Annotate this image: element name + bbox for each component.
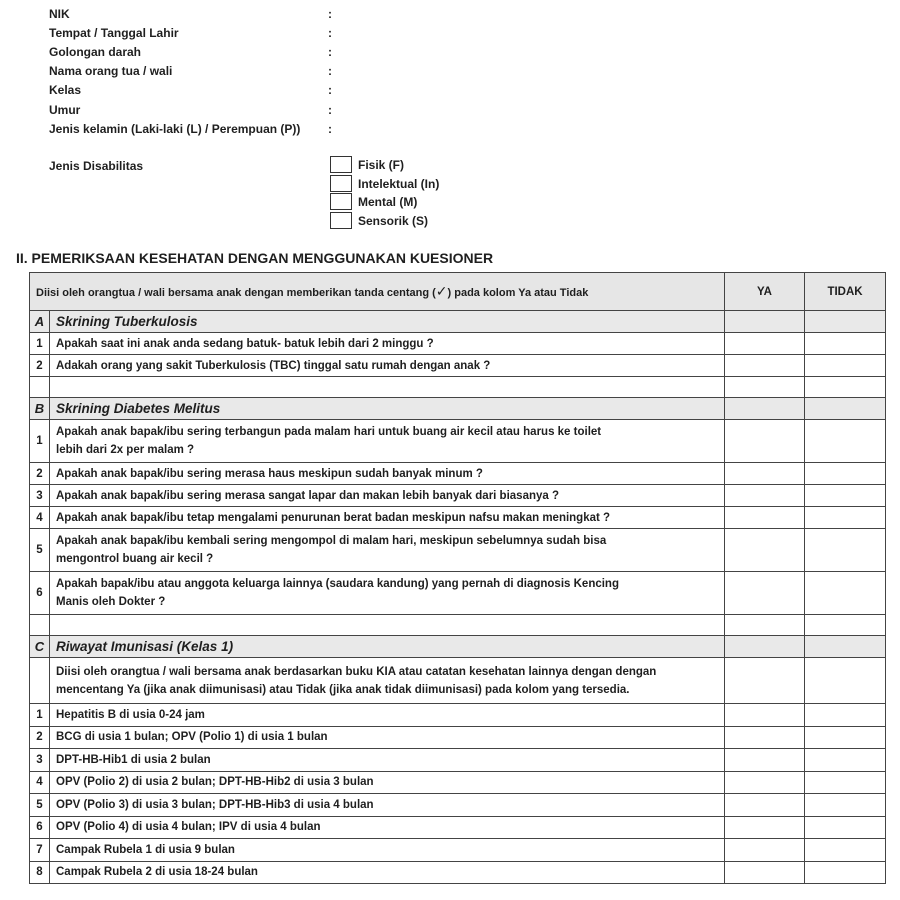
answer-ya-cell[interactable] xyxy=(725,704,805,727)
row-number: 5 xyxy=(30,529,50,572)
disability-label: Jenis Disabilitas xyxy=(49,159,144,173)
row-number: 5 xyxy=(30,794,50,817)
empty-cell xyxy=(805,658,886,704)
answer-tidak-cell[interactable] xyxy=(805,749,886,772)
answer-tidak-cell[interactable] xyxy=(805,861,886,884)
answer-tidak-cell[interactable] xyxy=(805,816,886,839)
empty-cell xyxy=(805,377,886,398)
row-number: 1 xyxy=(30,704,50,727)
row-number: 2 xyxy=(30,463,50,485)
checkbox-label: Intelektual (In) xyxy=(358,177,440,191)
table-row xyxy=(30,572,886,615)
question-line: Apakah anak bapak/ibu kembali sering mengompol di malam hari, meskipun sebelumnya sudah bisa xyxy=(56,535,607,547)
question-text: Apakah saat ini anak anda sedang batuk- batuk lebih dari 2 minggu ? xyxy=(50,333,725,355)
question-text: Apakah anak bapak/ibu sering merasa haus meskipun sudah banyak minum ? xyxy=(50,463,725,485)
table-row xyxy=(30,771,886,794)
answer-tidak-cell[interactable] xyxy=(805,333,886,355)
row-number: 7 xyxy=(30,839,50,862)
empty-cell xyxy=(725,377,805,398)
table-row xyxy=(30,420,886,463)
field-separator: : xyxy=(328,64,332,78)
empty-cell xyxy=(725,658,805,704)
empty-cell xyxy=(805,615,886,636)
immunization-text: BCG di usia 1 bulan; OPV (Polio 1) di usia 1 bulan xyxy=(50,726,725,749)
section-letter: B xyxy=(30,398,50,420)
empty-cell xyxy=(30,615,50,636)
questionnaire-table xyxy=(29,272,886,884)
row-number: 3 xyxy=(30,749,50,772)
field-label: Tempat / Tanggal Lahir xyxy=(49,26,179,40)
empty-cell xyxy=(50,615,725,636)
table-row xyxy=(30,355,886,377)
empty-cell xyxy=(30,658,50,704)
table-row xyxy=(30,749,886,772)
row-number: 8 xyxy=(30,861,50,884)
field-separator: : xyxy=(328,103,332,117)
field-separator: : xyxy=(328,7,332,21)
field-separator: : xyxy=(328,83,332,97)
table-header-row xyxy=(30,273,886,311)
answer-ya-cell[interactable] xyxy=(725,333,805,355)
field-label: Kelas xyxy=(49,83,82,97)
table-row xyxy=(30,529,886,572)
field-separator: : xyxy=(328,26,332,40)
answer-ya-cell xyxy=(725,311,805,333)
question-text xyxy=(50,529,725,572)
checkmark-icon: ✓ xyxy=(435,282,448,299)
answer-tidak-cell[interactable] xyxy=(805,572,886,615)
table-row xyxy=(30,333,886,355)
immunization-text: Campak Rubela 1 di usia 9 bulan xyxy=(50,839,725,862)
section-letter: A xyxy=(30,311,50,333)
answer-ya-cell[interactable] xyxy=(725,355,805,377)
row-number: 6 xyxy=(30,572,50,615)
note-line: Diisi oleh orangtua / wali bersama anak berdasarkan buku KIA atau catatan kesehatan lainnya dengan dengan xyxy=(56,665,657,678)
question-text: Apakah anak bapak/ibu tetap mengalami penurunan berat badan meskipun nafsu makan meningkat ? xyxy=(50,507,725,529)
answer-ya-cell xyxy=(725,398,805,420)
answer-tidak-cell[interactable] xyxy=(805,485,886,507)
row-number: 2 xyxy=(30,355,50,377)
field-label: Umur xyxy=(49,103,81,117)
answer-ya-cell[interactable] xyxy=(725,771,805,794)
answer-ya-cell xyxy=(725,636,805,658)
answer-ya-cell[interactable] xyxy=(725,749,805,772)
answer-ya-cell[interactable] xyxy=(725,726,805,749)
immunization-text: OPV (Polio 2) di usia 2 bulan; DPT-HB-Hib2 di usia 3 bulan xyxy=(50,771,725,794)
row-number: 4 xyxy=(30,771,50,794)
question-line: lebih dari 2x per malam ? xyxy=(56,444,195,456)
col-header-ya: YA xyxy=(725,273,805,311)
answer-tidak-cell xyxy=(805,311,886,333)
checkbox[interactable] xyxy=(330,175,352,192)
answer-tidak-cell[interactable] xyxy=(805,839,886,862)
section-title: II. PEMERIKSAAN KESEHATAN DENGAN MENGGUNAKAN KUESIONER xyxy=(16,250,494,266)
section-row-c xyxy=(30,636,886,658)
row-number: 2 xyxy=(30,726,50,749)
table-row xyxy=(30,861,886,884)
answer-ya-cell[interactable] xyxy=(725,485,805,507)
checkbox-label: Sensorik (S) xyxy=(358,214,429,228)
question-line: mengontrol buang air kecil ? xyxy=(56,553,214,565)
answer-tidak-cell[interactable] xyxy=(805,507,886,529)
answer-ya-cell[interactable] xyxy=(725,572,805,615)
table-row xyxy=(30,463,886,485)
checkbox-label: Fisik (F) xyxy=(358,158,405,172)
answer-ya-cell[interactable] xyxy=(725,794,805,817)
immunization-text: Hepatitis B di usia 0-24 jam xyxy=(50,704,725,727)
checkbox-label: Mental (M) xyxy=(358,195,418,209)
answer-tidak-cell xyxy=(805,636,886,658)
table-row xyxy=(30,704,886,727)
answer-tidak-cell[interactable] xyxy=(805,355,886,377)
answer-tidak-cell[interactable] xyxy=(805,420,886,463)
field-label: Golongan darah xyxy=(49,45,142,59)
question-text xyxy=(50,572,725,615)
answer-ya-cell[interactable] xyxy=(725,839,805,862)
row-number: 6 xyxy=(30,816,50,839)
section-letter: C xyxy=(30,636,50,658)
empty-cell xyxy=(50,377,725,398)
answer-tidak-cell[interactable] xyxy=(805,704,886,727)
field-label: NIK xyxy=(49,7,70,21)
table-row xyxy=(30,794,886,817)
row-number: 3 xyxy=(30,485,50,507)
field-separator: : xyxy=(328,45,332,59)
spacer-row xyxy=(30,615,886,636)
row-number: 1 xyxy=(30,333,50,355)
question-line: Apakah anak bapak/ibu sering terbangun pada malam hari untuk buang air kecil atau harus ke toilet xyxy=(56,426,602,438)
field-label: Jenis kelamin (Laki-laki (L) / Perempuan (P)) xyxy=(49,122,301,136)
table-row xyxy=(30,839,886,862)
note-line: mencentang Ya (jika anak diimunisasi) atau Tidak (jika anak tidak diimunisasi) pada kolom yang tersedia. xyxy=(56,683,630,696)
instruction-cell xyxy=(30,273,725,311)
question-line: Apakah bapak/ibu atau anggota keluarga lainnya (saudara kandung) yang pernah di diagnosis Kencing xyxy=(56,578,619,590)
field-label: Nama orang tua / wali xyxy=(49,64,173,78)
section-heading: Skrining Tuberkulosis xyxy=(50,311,725,333)
table-row xyxy=(30,485,886,507)
row-number: 1 xyxy=(30,420,50,463)
note-text xyxy=(50,658,725,704)
immunization-text: DPT-HB-Hib1 di usia 2 bulan xyxy=(50,749,725,772)
note-row xyxy=(30,658,886,704)
immunization-text: OPV (Polio 3) di usia 3 bulan; DPT-HB-Hib3 di usia 4 bulan xyxy=(50,794,725,817)
section-row-b xyxy=(30,398,886,420)
answer-tidak-cell xyxy=(805,398,886,420)
answer-tidak-cell[interactable] xyxy=(805,771,886,794)
question-text xyxy=(50,420,725,463)
instruction-text-after: ) pada kolom Ya atau Tidak xyxy=(447,286,589,299)
section-row-a xyxy=(30,311,886,333)
answer-ya-cell[interactable] xyxy=(725,463,805,485)
spacer-row xyxy=(30,377,886,398)
section-heading: Skrining Diabetes Melitus xyxy=(50,398,725,420)
answer-ya-cell[interactable] xyxy=(725,507,805,529)
checkbox[interactable] xyxy=(330,193,352,210)
answer-tidak-cell[interactable] xyxy=(805,529,886,572)
col-header-tidak: TIDAK xyxy=(805,273,886,311)
answer-ya-cell[interactable] xyxy=(725,420,805,463)
row-number: 4 xyxy=(30,507,50,529)
table-row xyxy=(30,816,886,839)
table-row xyxy=(30,507,886,529)
checkbox[interactable] xyxy=(330,212,352,229)
question-text: Apakah anak bapak/ibu sering merasa sangat lapar dan makan lebih banyak dari biasanya ? xyxy=(50,485,725,507)
answer-tidak-cell[interactable] xyxy=(805,726,886,749)
empty-cell xyxy=(30,377,50,398)
answer-ya-cell[interactable] xyxy=(725,529,805,572)
immunization-text: OPV (Polio 4) di usia 4 bulan; IPV di usia 4 bulan xyxy=(50,816,725,839)
question-line: Manis oleh Dokter ? xyxy=(56,596,166,608)
answer-ya-cell[interactable] xyxy=(725,861,805,884)
answer-tidak-cell[interactable] xyxy=(805,463,886,485)
field-separator: : xyxy=(328,122,332,136)
checkbox[interactable] xyxy=(330,156,352,173)
section-heading: Riwayat Imunisasi (Kelas 1) xyxy=(50,636,725,658)
immunization-text: Campak Rubela 2 di usia 18-24 bulan xyxy=(50,861,725,884)
empty-cell xyxy=(725,615,805,636)
answer-ya-cell[interactable] xyxy=(725,816,805,839)
table-row xyxy=(30,726,886,749)
instruction-text-before: Diisi oleh orangtua / wali bersama anak dengan memberikan tanda centang ( xyxy=(36,286,436,299)
answer-tidak-cell[interactable] xyxy=(805,794,886,817)
question-text: Adakah orang yang sakit Tuberkulosis (TBC) tinggal satu rumah dengan anak ? xyxy=(50,355,725,377)
